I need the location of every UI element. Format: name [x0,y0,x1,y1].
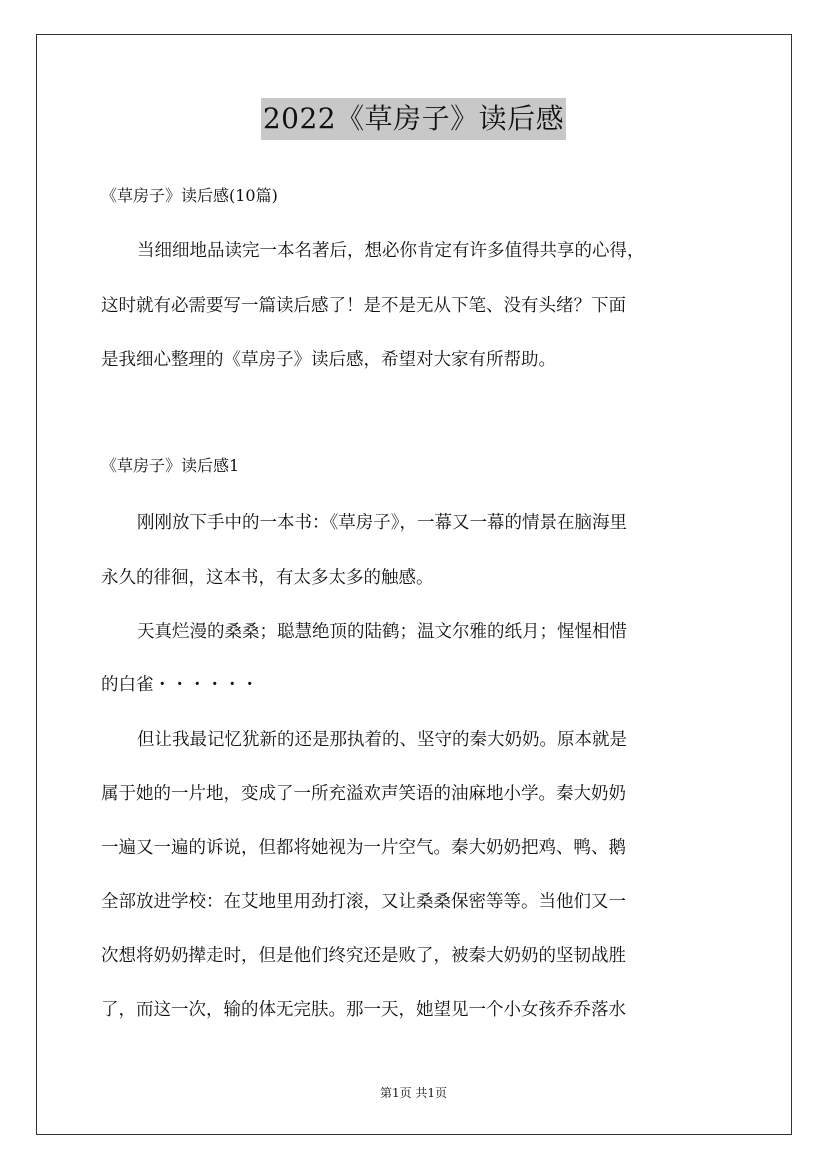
intro-line-3: 是我细心整理的《草房子》读后感，希望对大家有所帮助。 [101,350,556,370]
body-line-1: 刚刚放下手中的一本书：《草房子》，一幕又一幕的情景在脑海里 [137,513,627,533]
document-subtitle: 《草房子》读后感(10篇) [101,186,278,205]
page-number: 第1页 共1页 [379,1086,448,1100]
section1-heading: 《草房子》读后感1 [101,456,240,475]
document-title: 2022《草房子》读后感 [261,98,566,140]
body-line-10: 了，而这一次，输的体无完肤。那一天，她望见一个小女孩乔乔落水 [101,1000,626,1020]
body-line-5: 但让我最记忆犹新的还是那执着的、坚守的秦大奶奶。原本就是 [137,730,627,750]
body-line-2: 永久的徘徊，这本书，有太多太多的触感。 [101,568,434,588]
page-footer [0,1084,827,1101]
body-line-4: 的白雀・・・・・・ [101,675,259,695]
body-line-6: 属于她的一片地，变成了一所充溢欢声笑语的油麻地小学。秦大奶奶 [101,784,626,804]
intro-line-2: 这时就有必需要写一篇读后感了！是不是无从下笔、没有头绪？下面 [101,296,626,316]
intro-line-1: 当细细地品读完一本名著后，想必你肯定有许多值得共享的心得， [137,241,645,261]
body-line-9: 次想将奶奶撵走时，但是他们终究还是败了，被秦大奶奶的坚韧战胜 [101,946,626,966]
body-line-7: 一遍又一遍的诉说，但都将她视为一片空气。秦大奶奶把鸡、鸭、鹅 [101,838,626,858]
title-container [0,98,827,140]
body-line-3: 天真烂漫的桑桑；聪慧绝顶的陆鹤；温文尔雅的纸月；惺惺相惜 [137,622,627,642]
body-line-8: 全部放进学校：在艾地里用劲打滚，又让桑桑保密等等。当他们又一 [101,892,626,912]
